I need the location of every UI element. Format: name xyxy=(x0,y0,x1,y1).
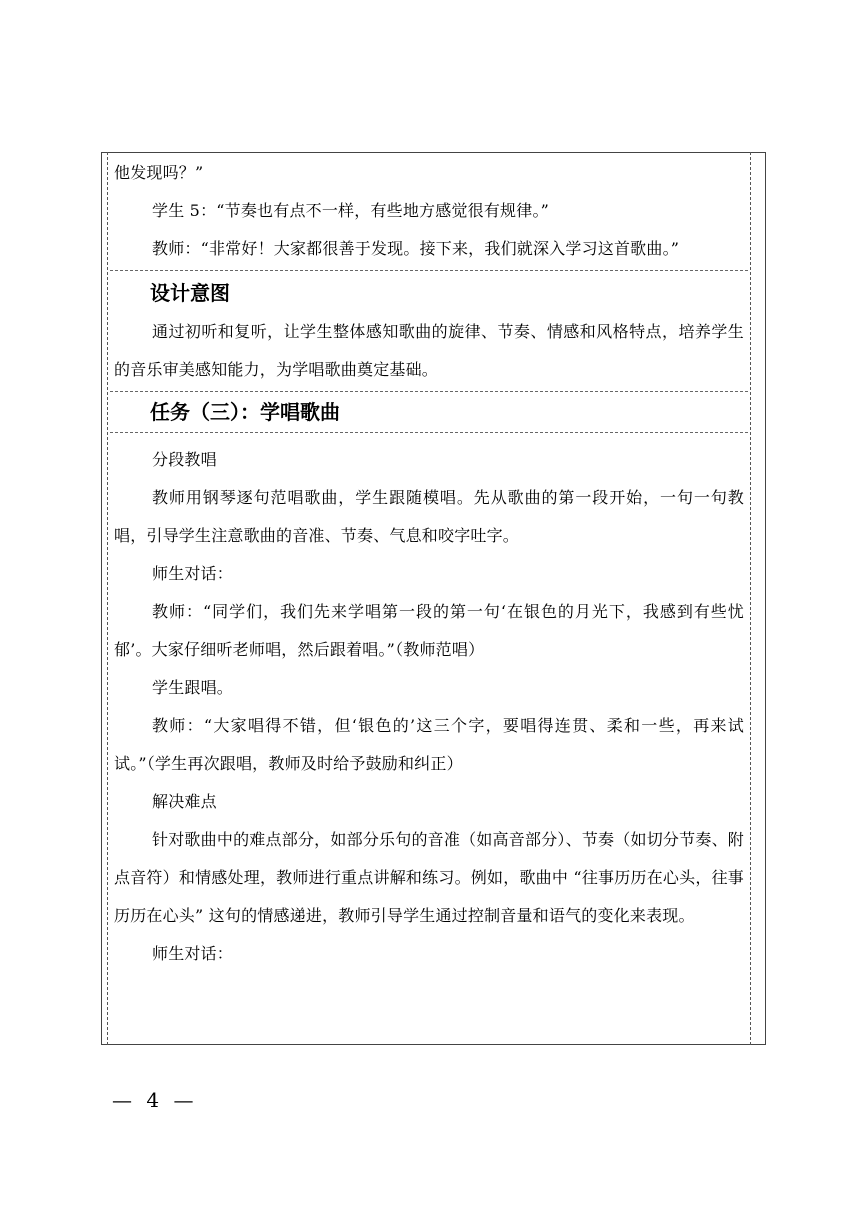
task-paragraph: 针对歌曲中的难点部分，如部分乐句的音准（如高音部分）、节奏（如切分节奏、附点音符）和情感处理，教师进行重点讲解和练习。例如，歌曲中 “往事历历在心头，往事历历在心头” 这句的情感递进，教师引导学生通过控制音量和语气的变化来表现。 xyxy=(114,830,744,925)
dialogue-line: 学生 5：“节奏也有点不一样，有些地方感觉很有规律。” xyxy=(152,201,550,220)
page-number: — 4 — xyxy=(112,1088,198,1112)
table-inner-right-border xyxy=(750,152,751,1045)
design-section xyxy=(110,313,748,392)
task-paragraph: 学生跟唱。 xyxy=(152,678,234,697)
design-intent-text: 通过初听和复听，让学生整体感知歌曲的旋律、节奏、情感和风格特点，培养学生的音乐审美感知能力，为学唱歌曲奠定基础。 xyxy=(114,322,744,379)
task-paragraph: 师生对话： xyxy=(152,564,234,583)
task-paragraph: 解决难点 xyxy=(152,792,217,811)
design-heading-row xyxy=(110,271,748,313)
design-intent-heading: 设计意图 xyxy=(150,281,230,305)
task-paragraph: 教师：“大家唱得不错，但‘银色的’这三个字，要唱得连贯、柔和一些，再来试试。”（学生再次跟唱，教师及时给予鼓励和纠正） xyxy=(114,716,744,773)
task-section xyxy=(110,433,748,973)
task-heading-row xyxy=(110,392,748,433)
task-paragraph: 教师：“同学们，我们先来学唱第一段的第一句‘在银色的月光下，我感到有些忧郁’。大家仔细听老师唱，然后跟着唱。”（教师范唱） xyxy=(114,602,744,659)
table-inner-left-border xyxy=(107,152,108,1045)
task-paragraph: 教师用钢琴逐句范唱歌曲，学生跟随模唱。先从歌曲的第一段开始，一句一句教唱，引导学生注意歌曲的音准、节奏、气息和咬字吐字。 xyxy=(114,488,744,545)
dialogue-line: 教师：“非常好！大家都很善于发现。接下来，我们就深入学习这首歌曲。” xyxy=(152,239,680,258)
table-content xyxy=(110,152,748,973)
dialogue-line: 他发现吗？” xyxy=(114,163,204,182)
task-paragraph: 分段教唱 xyxy=(152,450,217,469)
task-heading: 任务（三）：学唱歌曲 xyxy=(150,400,340,424)
task-paragraph: 师生对话： xyxy=(152,944,234,963)
dialogue-section xyxy=(110,152,748,271)
